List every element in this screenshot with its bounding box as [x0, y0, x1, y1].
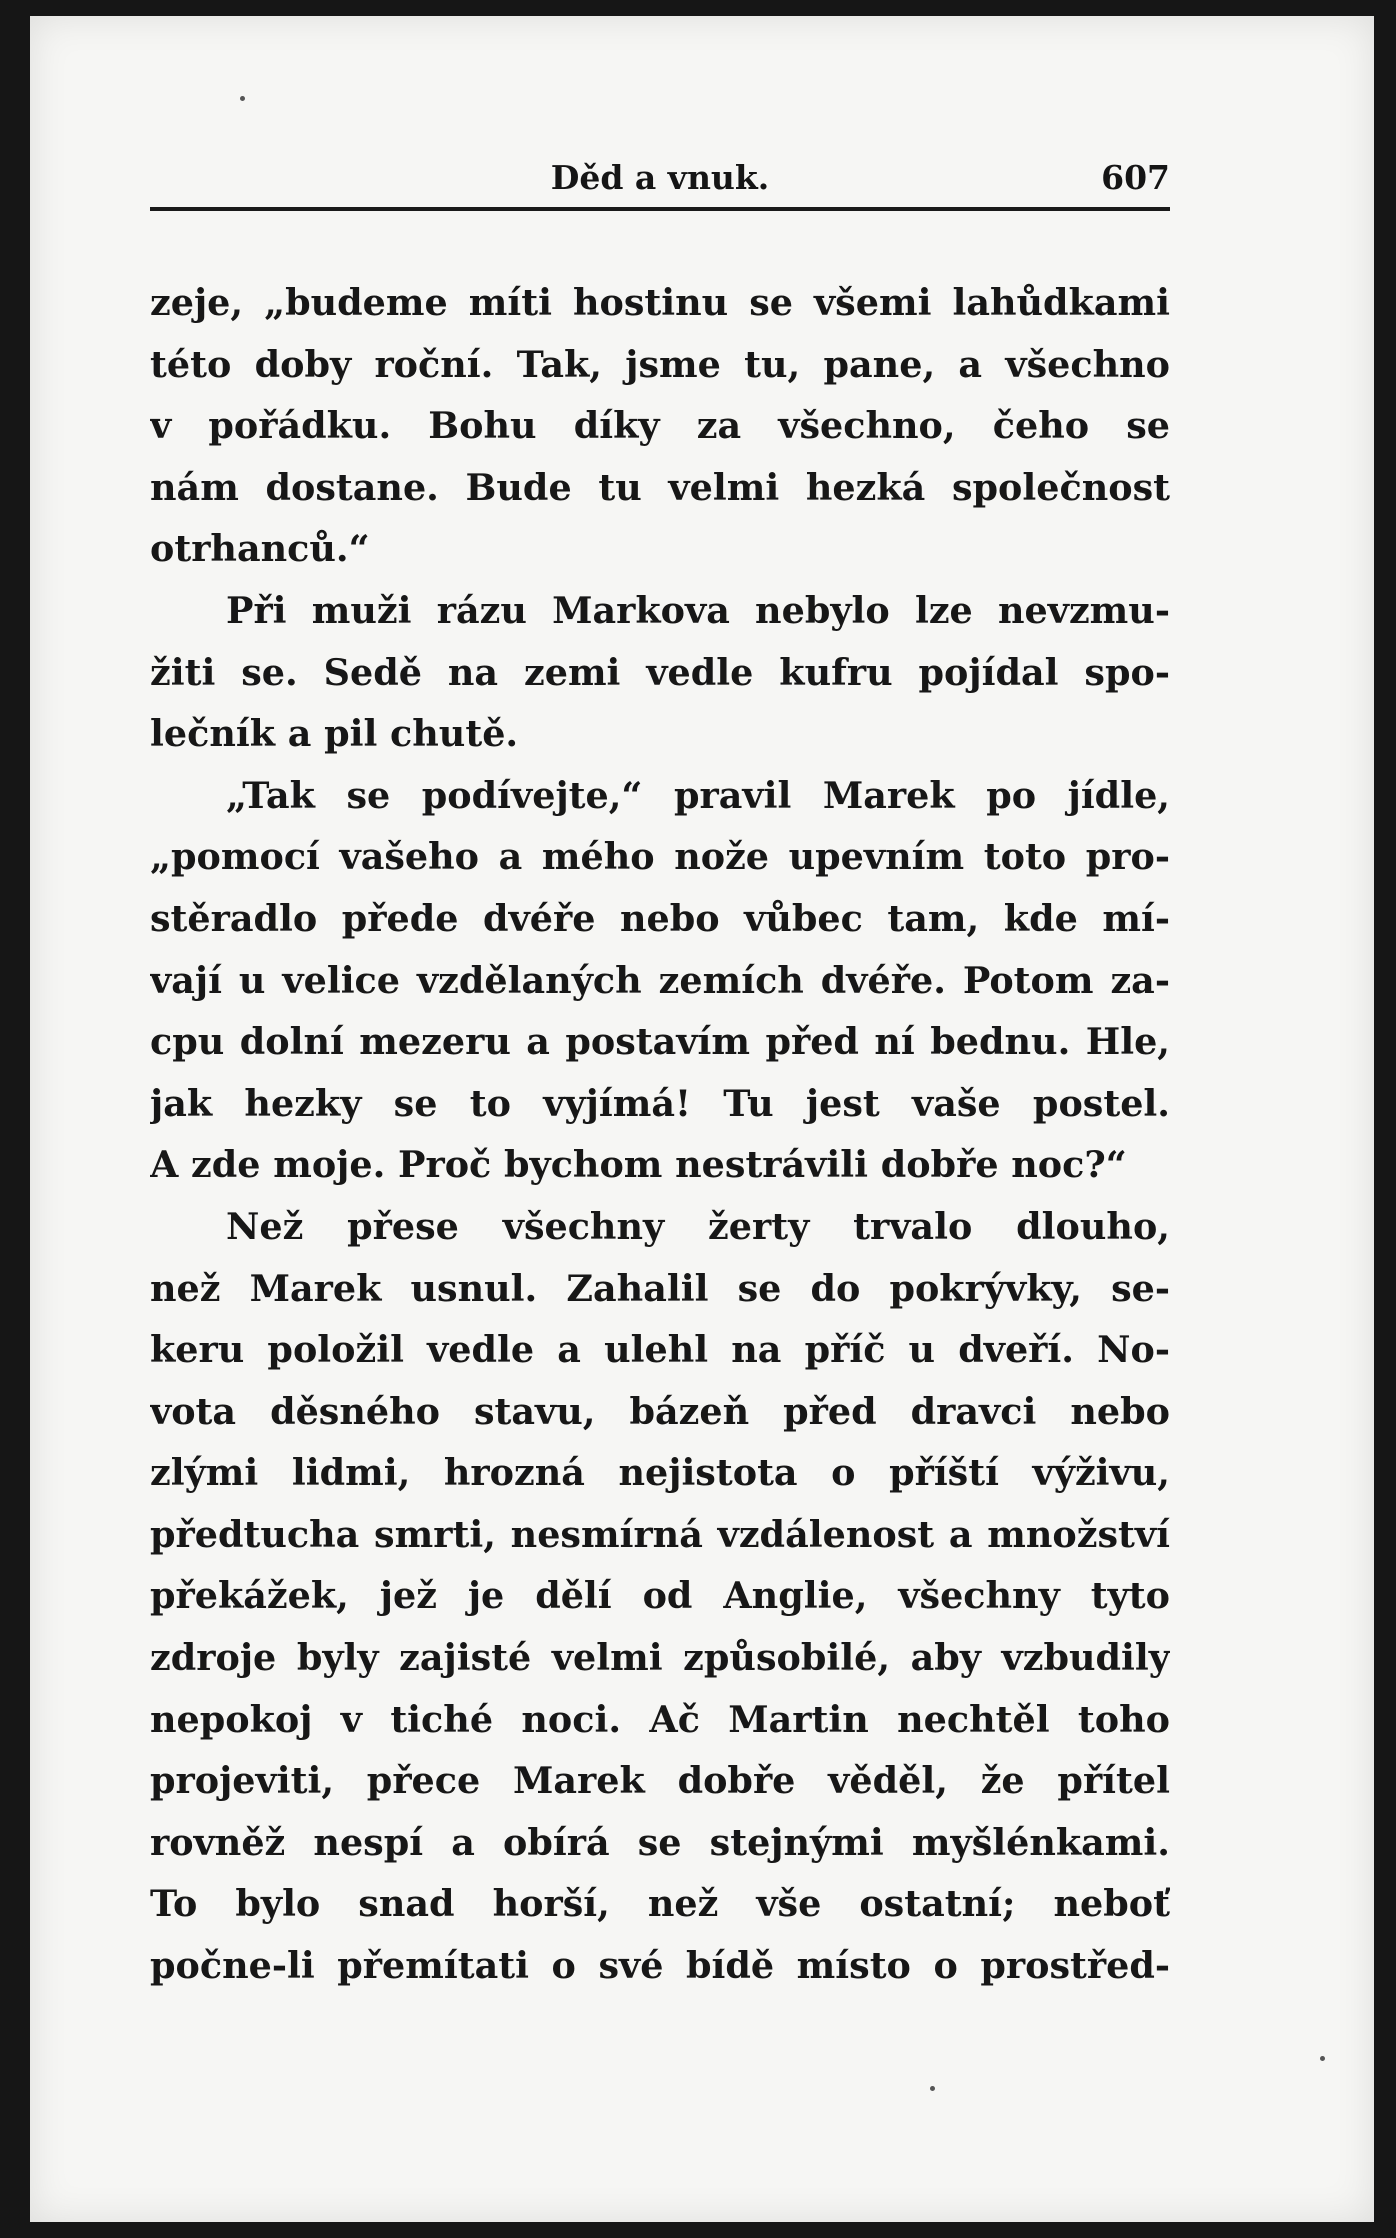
- text-line: „pomocí vašeho a mého nože upevním toto pro-: [150, 835, 1170, 879]
- text-line: Při muži rázu Markova nebylo lze nevzmu-: [226, 588, 1170, 632]
- text-line: keru položil vedle a ulehl na příč u dveří. No-: [150, 1328, 1170, 1372]
- text-line: projeviti, přece Marek dobře věděl, že přítel: [150, 1759, 1170, 1803]
- text-line: než Marek usnul. Zahalil se do pokrývky, se-: [150, 1266, 1170, 1310]
- text-line: To bylo snad horší, než vše ostatní; neboť: [150, 1882, 1170, 1926]
- text-line: vota děsného stavu, bázeň před dravci nebo: [150, 1389, 1170, 1433]
- text-line: lečník a pil chutě.: [150, 712, 519, 756]
- text-line: rovněž nespí a obírá se stejnými myšlénkami.: [150, 1820, 1170, 1864]
- running-title: Děd a vnuk.: [550, 158, 770, 197]
- text-line: žiti se. Sedě na zemi vedle kufru pojídal spo-: [150, 650, 1170, 694]
- page-header: [150, 158, 1170, 202]
- text-line: jak hezky se to vyjímá! Tu jest vaše postel.: [150, 1081, 1170, 1125]
- paper-speck: [240, 96, 245, 101]
- paper-speck: [1320, 2056, 1325, 2061]
- body-text: [150, 272, 1170, 1997]
- text-line: zeje, „budeme míti hostinu se všemi lahůdkami: [150, 281, 1170, 324]
- text-line: této doby roční. Tak, jsme tu, pane, a všechno: [150, 342, 1170, 386]
- paper-speck: [930, 2086, 935, 2091]
- text-line: A zde moje. Proč bychom nestrávili dobře noc?“: [150, 1143, 1127, 1187]
- page-number: 607: [1101, 158, 1170, 197]
- text-line: „Tak se podívejte,“ pravil Marek po jídle,: [226, 773, 1170, 817]
- text-line: stěradlo přede dvéře nebo vůbec tam, kde mí-: [150, 896, 1170, 940]
- text-line: v pořádku. Bohu díky za všechno, čeho se: [150, 404, 1170, 448]
- text-line: otrhanců.“: [150, 527, 370, 571]
- text-line: počne-li přemítati o své bídě místo o prostřed-: [150, 1944, 1170, 1988]
- text-line: cpu dolní mezeru a postavím před ní bednu. Hle,: [150, 1020, 1170, 1064]
- text-line: Než přese všechny žerty trvalo dlouho,: [226, 1204, 1170, 1248]
- text-line: překážek, jež je dělí od Anglie, všechny tyto: [150, 1574, 1170, 1618]
- text-line: zdroje byly zajisté velmi způsobilé, aby vzbudily: [150, 1636, 1170, 1680]
- text-line: předtucha smrti, nesmírná vzdálenost a množství: [150, 1512, 1170, 1556]
- text-line: vají u velice vzdělaných zemích dvéře. Potom za-: [150, 958, 1170, 1002]
- text-line: nepokoj v tiché noci. Ač Martin nechtěl toho: [150, 1697, 1170, 1741]
- text-line: zlými lidmi, hrozná nejistota o příští výživu,: [150, 1451, 1170, 1495]
- text-line: nám dostane. Bude tu velmi hezká společnost: [150, 465, 1170, 509]
- header-rule: [150, 207, 1170, 211]
